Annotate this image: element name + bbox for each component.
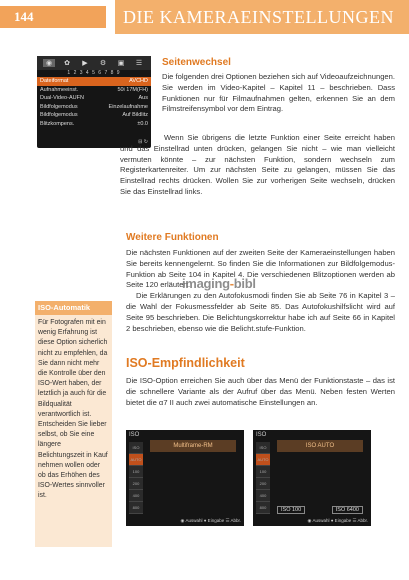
section-seitenwechsel-text-cont [120, 133, 395, 198]
publisher-watermark: imaging-bibl [182, 276, 256, 291]
iso-screen-banner: Multiframe-RM [150, 440, 236, 452]
page-header [0, 0, 409, 34]
camera-menu-row: Bildfolgemodus Einzelaufnahme [40, 103, 148, 110]
iso-screen-banner: ISO AUTO [277, 440, 363, 452]
paragraph: Die ISO-Option erreichen Sie auch über das Menü der Funktionstaste – das ist die schnellere Variante als der Aufruf über das Menü. Neben festen Werten bietet die α7 II auch zwei automatische Einstellungen an. [126, 376, 395, 407]
camera-menu-row: Dual-Video-AUFN Aus [40, 95, 148, 101]
iso-value-strip: ISO AUTO 100 200 400 800 [256, 442, 270, 514]
settings-tab-icon: ✿ [64, 60, 70, 67]
iso-menu-screenshot-1 [126, 430, 244, 526]
setup-tab-icon: ⚙ [99, 60, 107, 67]
sidebar-box-iso-automatik [35, 301, 112, 547]
iso-screen-footer: ◉ Auswahl ● Eingabe ☰ Abbr. [307, 518, 368, 523]
camera-menu-footer: ⊟ ↻ [138, 139, 148, 145]
camera-tab-icon: ◉ [43, 59, 55, 67]
section-weitere-funktionen-text [126, 248, 395, 334]
iso-menu-screenshot-2 [253, 430, 371, 526]
camera-menu-row: Dateiformat AVCHD [37, 77, 151, 86]
paragraph: Die Erklärungen zu den Autofokusmodi finden Sie ab Seite 76 in Kapitel 3 – die Wahl der Fokusmessfelder ab Seite 85. Das Autofokushilfslicht wird auf Seite 95 beschrieben. Die Belichtungskorrektur habe ich auf Seite 66 in Kapitel 2 beschrieben, ebenso wie die Belicht.stufe-Funktion. [126, 291, 395, 333]
page-number: 144 [0, 6, 106, 28]
app-tab-icon: ▣ [117, 60, 125, 67]
paragraph: Die folgenden drei Optionen beziehen sich auf Videoaufzeichnungen. Sie werden im Video-Kapitel – Kapitel 11 – beschrieben. Dass Funktionen nur für Filmaufnahmen gelten, erkennen Sie an dem Filmstreifensymbol vor dem Eintrag. [162, 72, 395, 114]
camera-menu-page-indicators: 1 2 3 4 5 6 7 8 9 [67, 70, 121, 76]
section-title-weitere-funktionen: Weitere Funktionen [126, 232, 219, 243]
iso-auto-range: ISO 100 ISO 6400 [277, 506, 363, 514]
paragraph: Wenn Sie übrigens die letzte Funktion einer Seite erreicht haben und das Einstellrad unten drücken, gelangen Sie nicht – wie man vielleicht vermuten könnte – zur nächsten Funktion, sondern wechseln zum Registerkartenreiter. Um zur nächsten Seite zu gelangen, müssen Sie das Einstellrad rechts drücken. Wollen Sie zur vorherigen Seite wechseln, drücken Sie das Einstellrad links. [120, 133, 395, 196]
iso-screen-label: ISO [129, 432, 140, 438]
iso-value-strip: ISO AUTO 100 200 400 800 [129, 442, 143, 514]
playback-tab-icon: ▶ [82, 60, 88, 67]
section-iso-text [126, 376, 395, 408]
section-seitenwechsel-text [162, 72, 395, 115]
sidebar-text: Für Fotografen mit ein wenig Erfahrung ist diese Option sicherlich nicht zu empfehlen, da Sie dann nicht mehr die Kontrolle über den ISO-Wert haben, der letztlich ja auch für die Bildqualität verantwortlich ist. Entscheiden Sie lieber selbst, ob Sie eine längere Belichtungszeit in Kauf nehmen wollen oder ob das Erhöhen des ISO-Wertes sinnvoller ist. [38, 319, 108, 500]
camera-menu-row: Aufnahmeeinst. 50i 17M(FH) [40, 86, 148, 93]
menu-tab-icon: ☰ [135, 60, 143, 67]
section-title-seitenwechsel: Seitenwechsel [162, 57, 231, 68]
sidebar-title: ISO-Automatik [35, 301, 112, 315]
camera-menu-row: Blitzkompens. ±0.0 [40, 120, 148, 127]
section-title-iso: ISO-Empfindlichkeit [126, 356, 245, 370]
iso-screen-label: ISO [256, 432, 267, 438]
camera-menu-tabs [37, 56, 151, 70]
paragraph: Die nächsten Funktionen auf der zweiten Seite der Kameraeinstellungen haben Sie bereits kennengelernt. So finden Sie die Informationen zur Bildfolgemodus-Funktion ab Seite 104 in Kapitel 4. Die verschiedenen Blitzoptionen werden ab Seite 120 erläutert. [126, 248, 395, 290]
chapter-title: DIE KAMERAEINSTELLUNGEN [115, 0, 409, 34]
iso-screen-footer: ◉ Auswahl ● Eingabe ☰ Abbr. [180, 518, 241, 523]
camera-menu-row: Bildfolgemodus Auf Bildlitz [40, 112, 148, 118]
